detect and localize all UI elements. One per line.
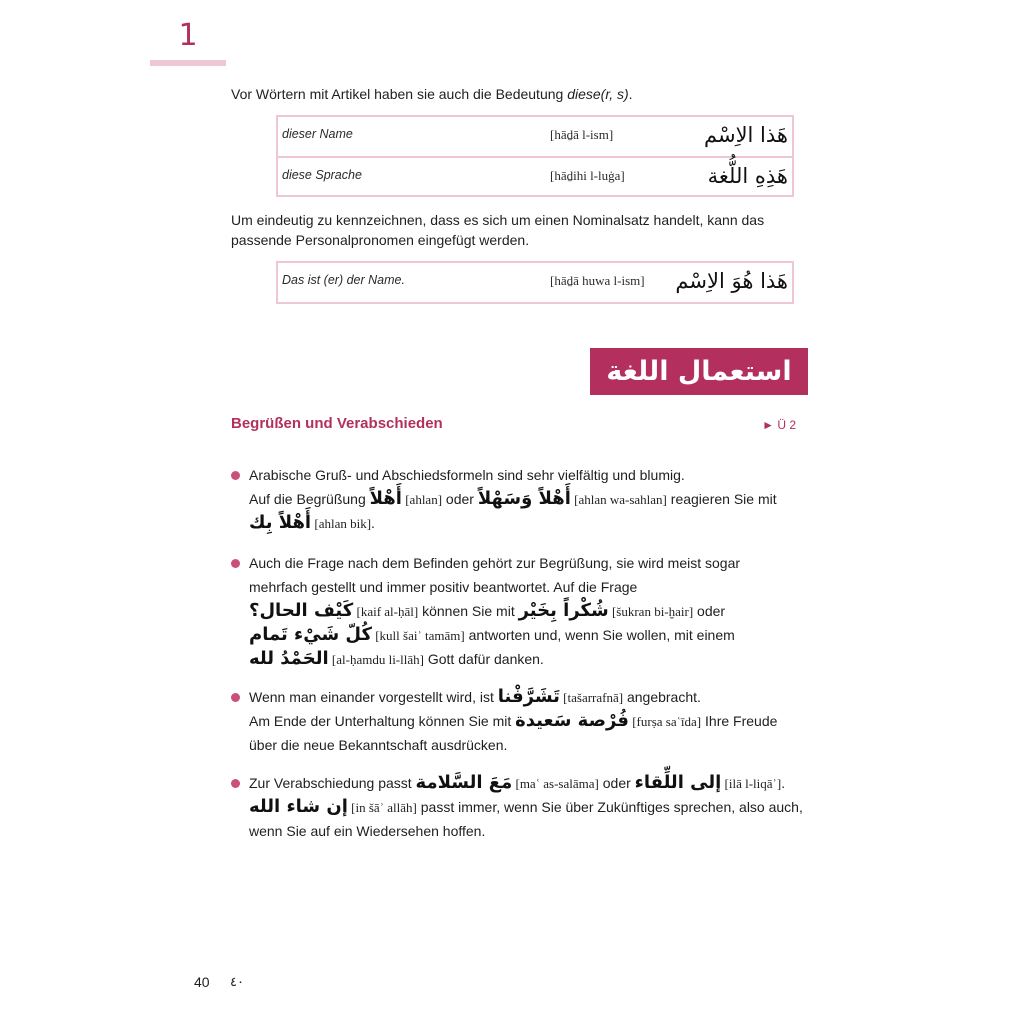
bullet-line: Zur Verabschiedung passt مَعَ السَّلامة [maʿ as-salāma] oder إلى اللِّقاء [ilā l-liqāʾ]. [249, 772, 786, 793]
arabic-cell: هَذا هُوَ الاِسْم [675, 269, 788, 293]
intro-end: . [628, 86, 633, 102]
arabic-term: إلى اللِّقاء [634, 772, 722, 793]
intro-text: Vor Wörtern mit Artikel haben sie auch die Bedeutung [231, 86, 568, 102]
chapter-marker-bar [150, 60, 226, 66]
transliteration: [kaif al-ḥāl] [353, 604, 419, 619]
bullet-line: الحَمْدُ لله [al-ḥamdu li-llāh] Gott dafür danken. [249, 648, 544, 669]
bullet-line: mehrfach gestellt und immer positiv beantwortet. Auf die Frage [249, 579, 638, 595]
vocab-table-2 [276, 261, 794, 304]
transliteration: [tašarrafnā] [559, 690, 624, 705]
bullet-dot [231, 471, 240, 480]
bullet-line: كَيْف الحال؟ [kaif al-ḥāl] können Sie mit شُكْراً بِخَيْر [šukran bi-ḫair] oder [249, 600, 726, 621]
bullet-line: Arabische Gruß- und Abschiedsformeln sind sehr vielfältig und blumig. [249, 467, 685, 483]
transliteration: [ilā l-liqāʾ] [721, 776, 782, 791]
table-row [278, 156, 792, 195]
section-heading: Begrüßen und Verabschieden [231, 415, 443, 432]
arabic-term: أَهْلاً وَسَهْلاً [477, 488, 571, 509]
bullet-line: Wenn man einander vorgestellt wird, ist تَشَرَّفْنا [tašarrafnā] angebracht. [249, 686, 701, 707]
table-row [278, 117, 792, 156]
bullet-dot [231, 779, 240, 788]
arabic-term: شُكْراً بِخَيْر [518, 600, 609, 621]
transliteration: [ahlan bik] [311, 516, 372, 531]
arabic-term: إن شاء الله [249, 796, 348, 817]
bullet-line: Auch die Frage nach dem Befinden gehört zur Begrüßung, sie wird meist sogar [249, 555, 741, 571]
bullet-line: Am Ende der Unterhaltung können Sie mit فُرْصة سَعيدة [furṣa saʿīda] Ihre Freude [249, 710, 778, 731]
arabic-term: الحَمْدُ لله [249, 648, 329, 669]
intro-italic: diese(r, s) [567, 86, 629, 102]
arabic-term: تَشَرَّفْنا [497, 686, 560, 707]
arabic-cell: هَذا الاِسْم [704, 123, 788, 147]
bullet-dot [231, 693, 240, 702]
transliteration: [al-ḥamdu li-llāh] [328, 652, 424, 667]
arabic-term: مَعَ السَّلامة [415, 772, 513, 793]
vocab-table-1 [276, 115, 794, 197]
bullet-line: أَهْلاً بِك [ahlan bik]. [249, 512, 375, 533]
intro-paragraph [231, 84, 801, 104]
transliteration: [ahlan wa-sahlan] [570, 492, 667, 507]
bullet-dot [231, 559, 240, 568]
bullet-line: كُلّ شَيْء تَمام [kull šaiʾ tamām] antworten und, wenn Sie wollen, mit einem [249, 624, 735, 645]
arabic-term: أَهْلاً بِك [249, 512, 312, 533]
page-number-arabic: ٤٠ [230, 975, 244, 990]
arabic-term: فُرْصة سَعيدة [515, 710, 629, 731]
german-cell: Das ist (er) der Name. [282, 273, 405, 287]
paragraph-line: passende Personalpronomen eingefügt werden. [231, 232, 530, 248]
transliteration: [furṣa saʿīda] [628, 714, 702, 729]
paragraph-line: Um eindeutig zu kennzeichnen, dass es sich um einen Nominalsatz handelt, kann das [231, 212, 765, 228]
arabic-term: كُلّ شَيْء تَمام [249, 624, 372, 645]
transliteration-cell: [hāḏihi l-luġa] [550, 168, 625, 183]
bullet-line: Auf die Begrüßung أَهْلاً [ahlan] oder أَهْلاً وَسَهْلاً [ahlan wa-sahlan] reagieren Sie mit [249, 488, 777, 509]
exercise-reference: ► Ü 2 [762, 418, 796, 432]
section-banner: استعمال اللغة [590, 348, 808, 395]
page-number: 40 [194, 974, 210, 990]
transliteration-cell: [hāḏā l-ism] [550, 127, 614, 142]
transliteration-cell: [hāḏā huwa l-ism] [550, 273, 645, 288]
chapter-number: 1 [178, 18, 198, 53]
german-cell: diese Sprache [282, 168, 362, 182]
bullet-line: über die neue Bekanntschaft ausdrücken. [249, 737, 508, 753]
explanation-paragraph [231, 210, 801, 250]
transliteration: [šukran bi-ḫair] [608, 604, 694, 619]
transliteration: [kull šaiʾ tamām] [371, 628, 465, 643]
transliteration: [maʿ as-salāma] [512, 776, 599, 791]
arabic-cell: هَذِهِ اللُّغة [707, 164, 788, 188]
table-row [278, 263, 792, 302]
arabic-term: كَيْف الحال؟ [249, 600, 354, 621]
bullet-line: إن شاء الله [in šāʾ allāh] passt immer, wenn Sie über Zukünftiges sprechen, also auch, [249, 796, 803, 817]
bullet-line: wenn Sie auf ein Wiedersehen hoffen. [249, 823, 486, 839]
german-cell: dieser Name [282, 127, 353, 141]
transliteration: [ahlan] [401, 492, 443, 507]
transliteration: [in šāʾ allāh] [347, 800, 417, 815]
arabic-term: أَهْلاً [369, 488, 402, 509]
